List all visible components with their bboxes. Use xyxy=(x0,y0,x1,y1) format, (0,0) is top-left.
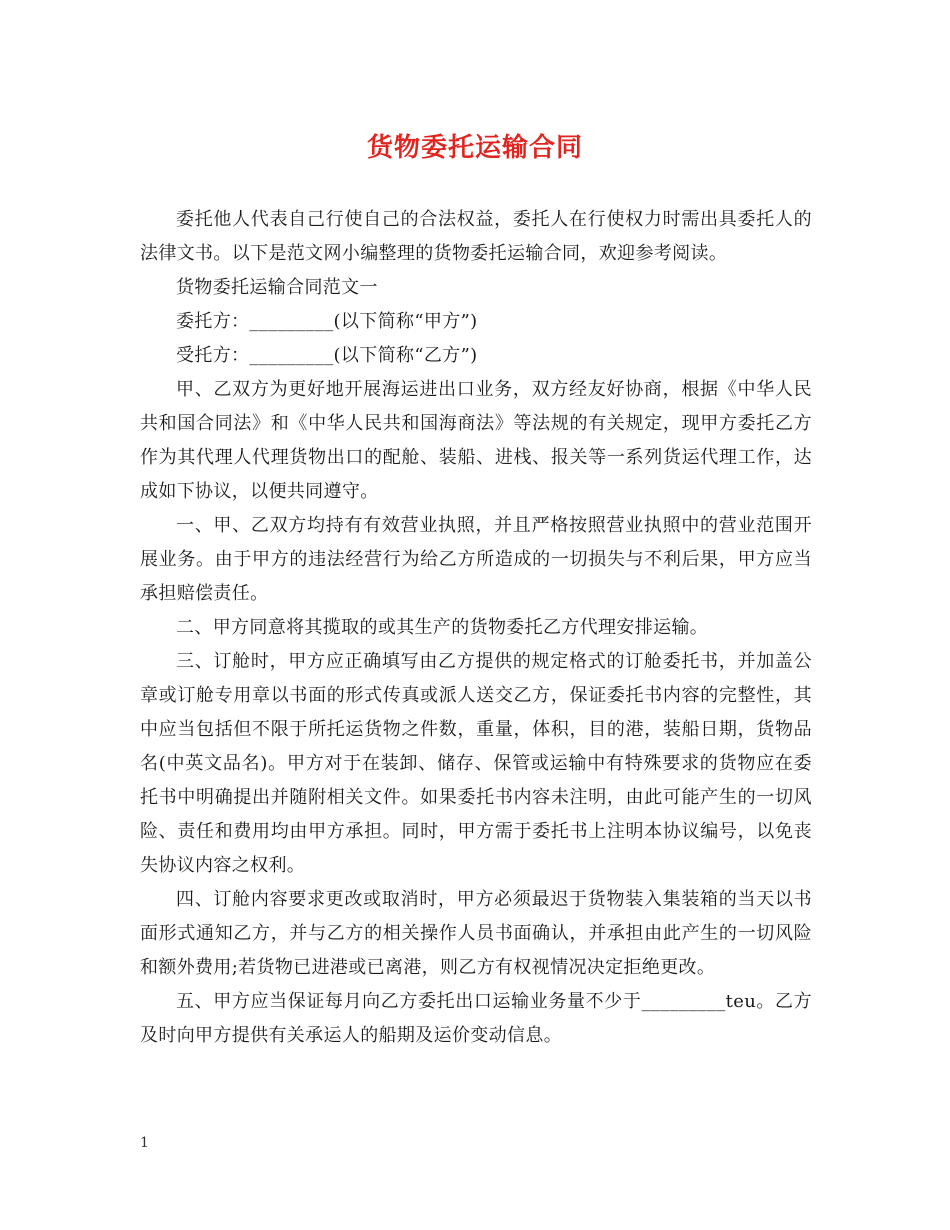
agent-party-line: 受托方：_________(以下简称“乙方”) xyxy=(176,345,478,366)
sample-heading: 货物委托运输合同范文一 xyxy=(176,277,378,298)
page-number: 1 xyxy=(140,1135,149,1151)
clause-4: 四、订舱内容要求更改或取消时，甲方必须最迟于货物装入集装箱的当天以书面形式通知乙方，并与乙方的相关操作人员书面确认，并承担由此产生的一切风险和额外费用;若货物已进港或已离港，则乙方有权视情况决定拒绝更改。 xyxy=(140,889,812,978)
intro-paragraph: 委托他人代表自己行使自己的合法权益，委托人在行使权力时需出具委托人的法律文书。以下是范文网小编整理的货物委托运输合同，欢迎参考阅读。 xyxy=(140,209,812,264)
clause-5: 五、甲方应当保证每月向乙方委托出口运输业务量不少于_________teu。乙方及时向甲方提供有关承运人的船期及运价变动信息。 xyxy=(140,991,812,1046)
document-body xyxy=(140,203,812,1053)
clause-3: 三、订舱时，甲方应正确填写由乙方提供的规定格式的订舱委托书，并加盖公章或订舱专用章以书面的形式传真或派人送交乙方，保证委托书内容的完整性，其中应当包括但不限于所托运货物之件数，重量，体积，目的港，装船日期，货物品名(中英文品名)。甲方对于在装卸、储存、保管或运输中有特殊要求的货物应在委托书中明确提出并随附相关文件。如果委托书内容未注明，由此可能产生的一切风险、责任和费用均由甲方承担。同时，甲方需于委托书上注明本协议编号，以免丧失协议内容之权利。 xyxy=(140,651,812,876)
client-party-line: 委托方：_________(以下简称“甲方”) xyxy=(176,311,478,332)
clause-2: 二、甲方同意将其揽取的或其生产的货物委托乙方代理安排运输。 xyxy=(176,617,709,638)
document-title: 货物委托运输合同 xyxy=(366,133,583,163)
clause-1: 一、甲、乙双方均持有有效营业执照，并且严格按照营业执照中的营业范围开展业务。由于甲方的违法经营行为给乙方所造成的一切损失与不利后果，甲方应当承担赔偿责任。 xyxy=(140,515,812,604)
preamble-paragraph: 甲、乙双方为更好地开展海运进出口业务，双方经友好协商，根据《中华人民共和国合同法》和《中华人民共和国海商法》等法规的有关规定，现甲方委托乙方作为其代理人代理货物出口的配舱、装船、进栈、报关等一系列货运代理工作，达成如下协议，以便共同遵守。 xyxy=(140,379,812,502)
